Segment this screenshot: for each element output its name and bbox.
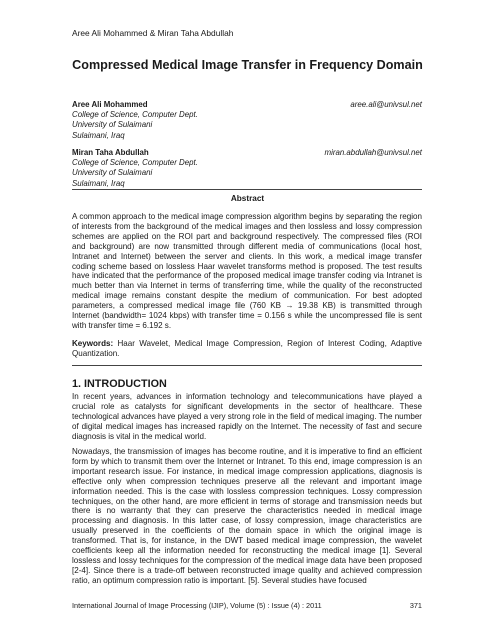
author-block-2 [72,148,422,189]
abstract-text: A common approach to the medical image compression algorithm begins by separating the region of interests from the background of the medical images and then lossless and lossy compression schemes are applied on the ROI part and background respectively. The compressed files (ROI and background) are now transmitted through different media of communications (local host, Intranet and Internet) between the server and clients. In this work, a medical image transfer coding scheme based on lossless Haar wavelet transforms method is proposed. The test results have indicated that the performance of the proposed medical image transfer coding via Intranet is much better than via Internet in terms of transferring time, while the quality of the reconstructed medical image remains constant despite the medium of communication. For best adopted parameters, a compressed medical image file (760 KB → 19.38 KB) is transmitted through Internet (bandwidth= 1024 kbps) with transfer time = 0.156 s while the uncompressed file is sent with transfer time = 6.192 s. [72,212,422,330]
page-footer [72,601,422,610]
section-heading-introduction: 1. INTRODUCTION [72,378,167,390]
abstract-top-rule [72,189,422,190]
author-affiliation-line: Sulaimani, Iraq [72,130,125,140]
keywords-bottom-rule [72,365,422,366]
author-affiliation-line: University of Sulaimani [72,168,153,178]
page-number: 371 [409,601,422,610]
keywords-label: Keywords: [72,339,114,348]
running-head: Aree Ali Mohammed & Miran Taha Abdullah [72,28,234,38]
author-affiliation-line: Sulaimani, Iraq [72,178,125,188]
footer-journal: International Journal of Image Processing (IJIP), Volume (5) : Issue (4) : 2011 [72,601,322,610]
author-name: Aree Ali Mohammed [72,100,148,109]
keywords [72,339,422,359]
author-name: Miran Taha Abdullah [72,148,149,157]
paper-title: Compressed Medical Image Transfer in Frequency Domain [72,58,423,72]
intro-paragraph-1: In recent years, advances in information technology and telecommunications have played a crucial role as catalysts for significant developments in the sector of healthcare. These technological advances have played a very strong role in the field of medical imaging. The number of digital medical images has increased rapidly on the Internet. The necessity of fast and secure diagnosis is vital in the medical world. [72,392,422,441]
author-affiliation-line: College of Science, Computer Dept. [72,110,198,120]
abstract-heading: Abstract [230,194,265,203]
author-affiliation-line: College of Science, Computer Dept. [72,158,198,168]
author-email[interactable]: miran.abdullah@univsul.net [324,148,422,157]
author-email[interactable]: aree.ali@univsul.net [350,100,422,109]
author-affiliation-line: University of Sulaimani [72,120,153,130]
intro-paragraph-2: Nowadays, the transmission of images has become routine, and it is imperative to find an efficient form by which to transmit them over the Internet or Intranet. To this end, image compression is an important research issue. For instance, in medical image compression applications, diagnosis is effective only when compression techniques preserve all the relevant and important image information needed. This is the case with lossless compression techniques. Lossy compression techniques, on the other hand, are more efficient in terms of storage and transmission needs but there is no warranty that they can preserve the characteristics needed in medical image processing and diagnosis. In this latter case, of lossy compression, image characteristics are usually preserved in the coefficients of the domain space in which the original image is transformed. That is, for instance, in the DWT based medical image compression, the wavelet coefficients keep all the information needed for reconstructing the medical image [1]. Several lossless and lossy techniques for the compression of the medical image data have been proposed [2-4]. Since there is a trade-off between reconstructed image quality and achieved compression ratio, an optimum compression ratio is important. [5]. Several studies have focused [72,447,422,585]
keywords-text: Haar Wavelet, Medical Image Compression, Region of Interest Coding, Adaptive Quantization. [72,339,422,358]
author-block-1 [72,100,422,141]
